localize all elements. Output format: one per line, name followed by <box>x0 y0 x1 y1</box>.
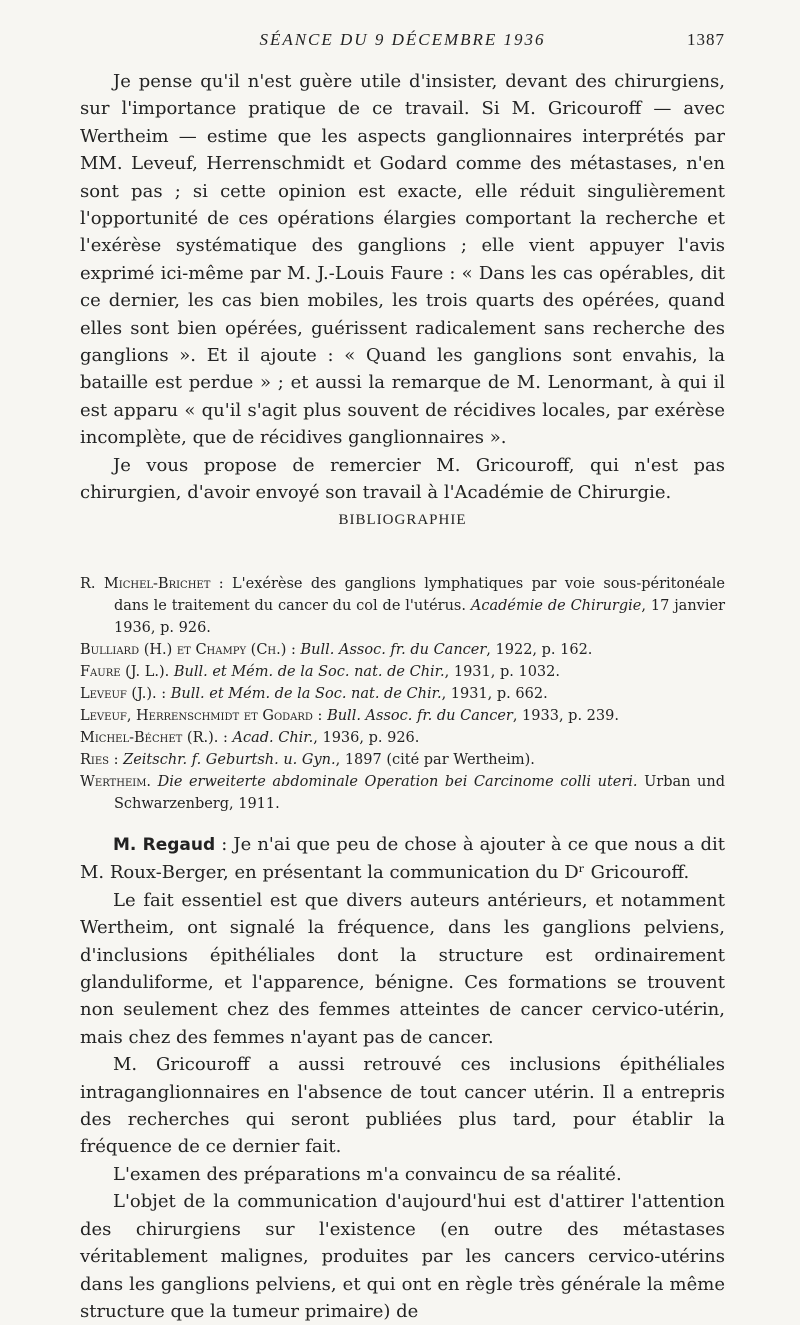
bibliography-entry <box>80 683 725 705</box>
paragraph: L'objet de la communication d'aujourd'hui est d'attirer l'attention des chirurgiens sur l'existence (en outre des métastases véritablement malignes, produites par les cancers cervico-utérins dans les ganglions pelviens, et qui ont en règle très générale la même structure que la tumeur primaire) de <box>80 1191 725 1322</box>
ref-authors: Faure (J. L.). <box>80 664 170 680</box>
ref-text: : L'exérèse des ganglions lymphatiques par voie sous-péritonéale dans le traitement du cancer du col de l'utérus. <box>114 576 725 614</box>
ref-text: : <box>286 642 301 658</box>
ref-journal: Académie de Chirurgie <box>470 598 642 614</box>
paragraph <box>80 831 725 887</box>
paragraph: Le fait essentiel est que divers auteurs antérieurs, et notamment Wertheim, ont signalé la fréquence, dans les ganglions pelviens, d'inclusions épithéliales dont la structure est ordinairement glanduliforme, et l'apparence, bénigne. Ces formations se trouvent non seulement chez des femmes atteintes de cancer cervico-utérin, mais chez des femmes n'ayant pas de cancer. <box>80 889 725 1048</box>
running-title: SÉANCE DU 9 DÉCEMBRE 1936 <box>259 30 546 49</box>
discussion-section <box>80 831 725 1325</box>
speaker-name: M. Regaud <box>113 835 216 855</box>
bibliography-entry <box>80 639 725 661</box>
page-number: 1387 <box>687 30 725 49</box>
ref-text: : <box>156 686 171 702</box>
bibliography-entry <box>80 749 725 771</box>
ref-authors: Leveuf (J.). <box>80 686 157 702</box>
speaker-text: : Je n'ai que peu de chose à ajouter à ce que nous a dit M. Roux-Berger, en présentant la communication du Dʳ Gricouroff. <box>80 834 725 884</box>
paragraph: M. Gricouroff a aussi retrouvé ces inclusions épithéliales intraganglionnaires en l'absence de tout cancer utérin. Il a entrepris des recherches qui seront publiées plus tard, pour établir la fréquence de ce dernier fait. <box>80 1054 725 1158</box>
report-conclusion <box>80 68 725 507</box>
bibliography-heading: BIBLIOGRAPHIE <box>338 512 467 528</box>
bibliography-entry <box>80 771 725 815</box>
ref-details: , 1936, p. 926. <box>313 730 420 746</box>
ref-journal: Acad. Chir. <box>232 730 314 746</box>
ref-details: , 1931, p. 662. <box>441 686 548 702</box>
page-header <box>80 30 725 56</box>
ref-text: : <box>312 708 328 724</box>
ref-authors: R. Michel-Brichet <box>80 576 211 592</box>
ref-authors: Leveuf, Herrenschmidt et Godard <box>80 708 313 724</box>
bibliography-entry <box>80 727 725 749</box>
ref-journal: Die erweiterte abdominale Operation bei Carcinome colli uteri. <box>157 774 638 790</box>
ref-journal: Bull. Assoc. fr. du Cancer <box>327 708 513 724</box>
ref-details: Urban und Schwarzenberg, 1911. <box>114 774 725 812</box>
ref-authors: Wertheim. <box>80 774 152 790</box>
ref-authors: Bulliard (H.) et Champy (Ch.) <box>80 642 287 658</box>
paragraph: L'examen des préparations m'a convaincu de sa réalité. <box>113 1163 622 1185</box>
ref-journal: Bull. et Mém. de la Soc. nat. de Chir. <box>170 686 442 702</box>
ref-journal: Zeitschr. f. Geburtsh. u. Gyn. <box>123 752 336 768</box>
ref-details: , 1922, p. 162. <box>486 642 593 658</box>
ref-details: , 1933, p. 239. <box>512 708 619 724</box>
bibliography-entry <box>80 705 725 727</box>
ref-authors: Michel-Béchet (R.). <box>80 730 219 746</box>
ref-journal: Bull. et Mém. de la Soc. nat. de Chir. <box>173 664 445 680</box>
ref-details: , 1897 (cité par Wertheim). <box>335 752 535 768</box>
bibliography-entry <box>80 661 725 683</box>
ref-details: , 1931, p. 1032. <box>444 664 560 680</box>
ref-text: : <box>109 752 124 768</box>
paragraph: Je pense qu'il n'est guère utile d'insister, devant des chirurgiens, sur l'importance pratique de ce travail. Si M. Gricouroff — avec Wertheim — estime que les aspects ganglionnaires interprétés par MM. Leveuf, Herrenschmidt et Godard comme des métastases, n'en sont pas ; si cette opinion est exacte, elle réduit singulièrement l'opportunité de ces opérations élargies comportant la recherche et l'exérèse systématique des ganglions ; elle vient appuyer l'avis exprimé ici-même par M. J.-Louis Faure : « Dans les cas opérables, dit ce dernier, les cas bien mobiles, les trois quarts des opérées, quand elles sont bien opérées, guérissent radicalement sans recherche des ganglions ». Et il ajoute : « Quand les ganglions sont envahis, la bataille est perdue » ; et aussi la remarque de M. Lenormant, à qui il est apparu « qu'il s'agit plus souvent de récidives locales, par exérèse incomplète, que de récidives ganglionnaires ». <box>80 71 725 449</box>
bibliography-entry <box>80 573 725 639</box>
ref-text: : <box>218 730 233 746</box>
paragraph: Je vous propose de remercier M. Gricouroff, qui n'est pas chirurgien, d'avoir envoyé son travail à l'Académie de Chirurgie. <box>80 454 725 504</box>
bibliography-list <box>80 573 725 815</box>
ref-authors: Ries <box>80 752 110 768</box>
ref-details: , 17 janvier 1936, p. 926. <box>114 598 726 636</box>
ref-journal: Bull. Assoc. fr. du Cancer <box>300 642 487 658</box>
